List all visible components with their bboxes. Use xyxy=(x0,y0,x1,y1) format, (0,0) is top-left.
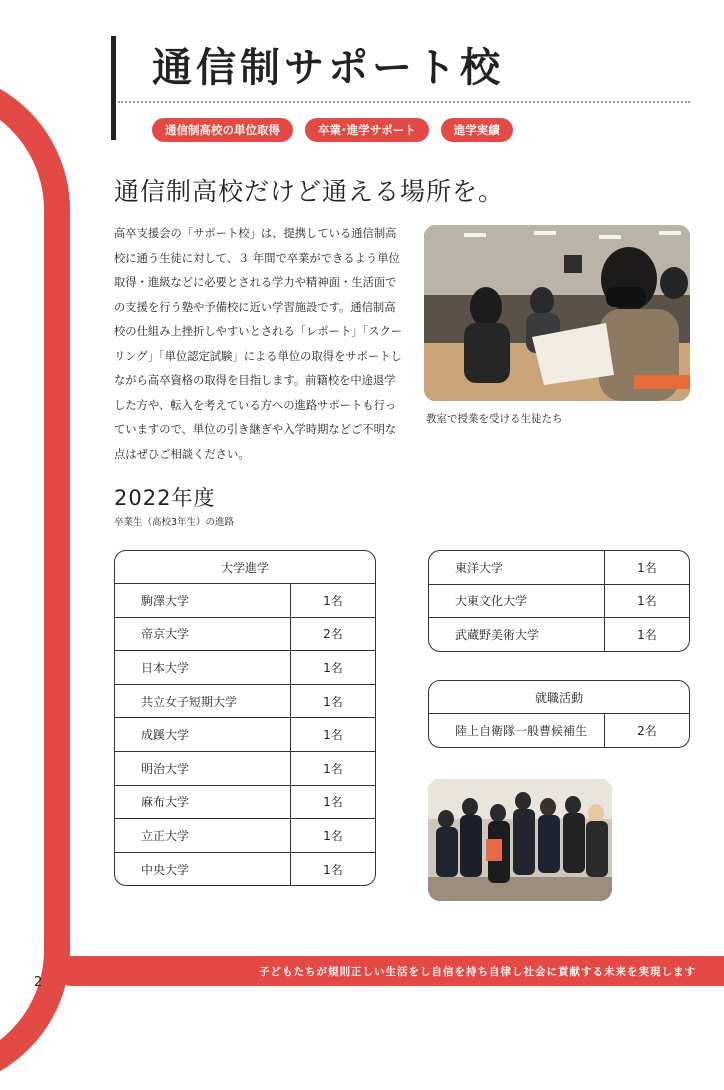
graduates-photo-illustration xyxy=(428,779,612,901)
table-row xyxy=(429,714,689,747)
university-name: 明治大学 xyxy=(115,752,291,785)
university-name: 中央大学 xyxy=(115,853,291,886)
table-row xyxy=(115,852,375,886)
table-row xyxy=(115,684,375,718)
results-year: 2022年度 xyxy=(114,486,216,510)
university-name: 共立女子短期大学 xyxy=(115,685,291,718)
university-count: 2名 xyxy=(323,627,343,642)
table-row xyxy=(429,617,689,651)
university-count: 1名 xyxy=(323,761,343,776)
employment-table-header: 就職活動 xyxy=(429,681,689,714)
university-name: 成蹊大学 xyxy=(115,718,291,751)
table-row xyxy=(115,818,375,852)
university-name: 駒澤大学 xyxy=(115,584,291,617)
table-row xyxy=(115,650,375,684)
table-row xyxy=(115,717,375,751)
employment-count: 2名 xyxy=(637,723,657,738)
graduates-photo xyxy=(428,779,612,901)
university-table-header: 大学進学 xyxy=(115,551,375,584)
page-title: 通信制サポート校 xyxy=(152,45,504,91)
table-row xyxy=(115,785,375,819)
tag-list xyxy=(152,118,513,142)
university-count: 1名 xyxy=(323,660,343,675)
footer-slogan: 子どもたちが規則正しい生活をし自信を持ち自律し社会に貢献する未来を実現します xyxy=(259,966,696,978)
university-name: 東洋大学 xyxy=(429,551,605,584)
photo-caption: 教室で授業を受ける生徒たち xyxy=(426,413,563,425)
university-count: 1名 xyxy=(637,560,657,575)
university-table-continued xyxy=(428,550,690,652)
footer-band xyxy=(56,956,724,986)
university-count: 1名 xyxy=(637,594,657,609)
university-count: 1名 xyxy=(323,795,343,810)
intro-body: 高卒支援会の「サポート校」は、提携している通信制高校に通う生徒に対して、３ 年間で卒業ができるよう単位取得・進級などに必要とされる学力や精神面・生活面での支援を行う塾や予備校に近い学習施設です。通信制高校の仕組み上挫折しやすいとされる「レポート」「スクーリング」「単位認定試験」による単位の取得をサポートしながら高卒資格の取得を目指します。前籍校を中途退学した方や、転入を考えている方への進路サポートも行っていますので、単位の引き継ぎや入学時期などご不明な点はぜひご相談ください。 xyxy=(114,227,403,461)
table-row xyxy=(429,551,689,584)
tag-graduation: 卒業･進学サポート xyxy=(305,118,429,142)
university-name: 立正大学 xyxy=(115,819,291,852)
table-row xyxy=(115,584,375,617)
university-table xyxy=(114,550,376,886)
title-accent-bar xyxy=(111,36,116,140)
university-name: 麻布大学 xyxy=(115,786,291,819)
university-name: 大東文化大学 xyxy=(429,585,605,618)
classroom-photo xyxy=(424,225,690,401)
university-count: 1名 xyxy=(323,694,343,709)
university-name: 帝京大学 xyxy=(115,618,291,651)
tag-credit: 通信制高校の単位取得 xyxy=(152,118,293,142)
results-subtitle: 卒業生（高校3年生）の進路 xyxy=(114,517,235,528)
dotted-divider xyxy=(118,101,690,103)
decorative-red-curve xyxy=(0,70,70,1090)
page-number: 2 xyxy=(34,975,43,990)
university-count: 1名 xyxy=(637,627,657,642)
university-name: 日本大学 xyxy=(115,651,291,684)
university-count: 1名 xyxy=(323,828,343,843)
employment-table xyxy=(428,680,690,748)
section-subtitle: 通信制高校だけど通える場所を。 xyxy=(114,177,505,206)
university-count: 1名 xyxy=(323,593,343,608)
university-name: 武蔵野美術大学 xyxy=(429,618,605,651)
table-row xyxy=(429,584,689,618)
table-row xyxy=(115,617,375,651)
university-count: 1名 xyxy=(323,728,343,743)
university-count: 1名 xyxy=(323,862,343,877)
table-row xyxy=(115,751,375,785)
employment-name: 陸上自衛隊一般曹候補生 xyxy=(429,714,605,747)
classroom-photo-illustration xyxy=(424,225,690,401)
tag-results: 進学実績 xyxy=(441,118,513,142)
